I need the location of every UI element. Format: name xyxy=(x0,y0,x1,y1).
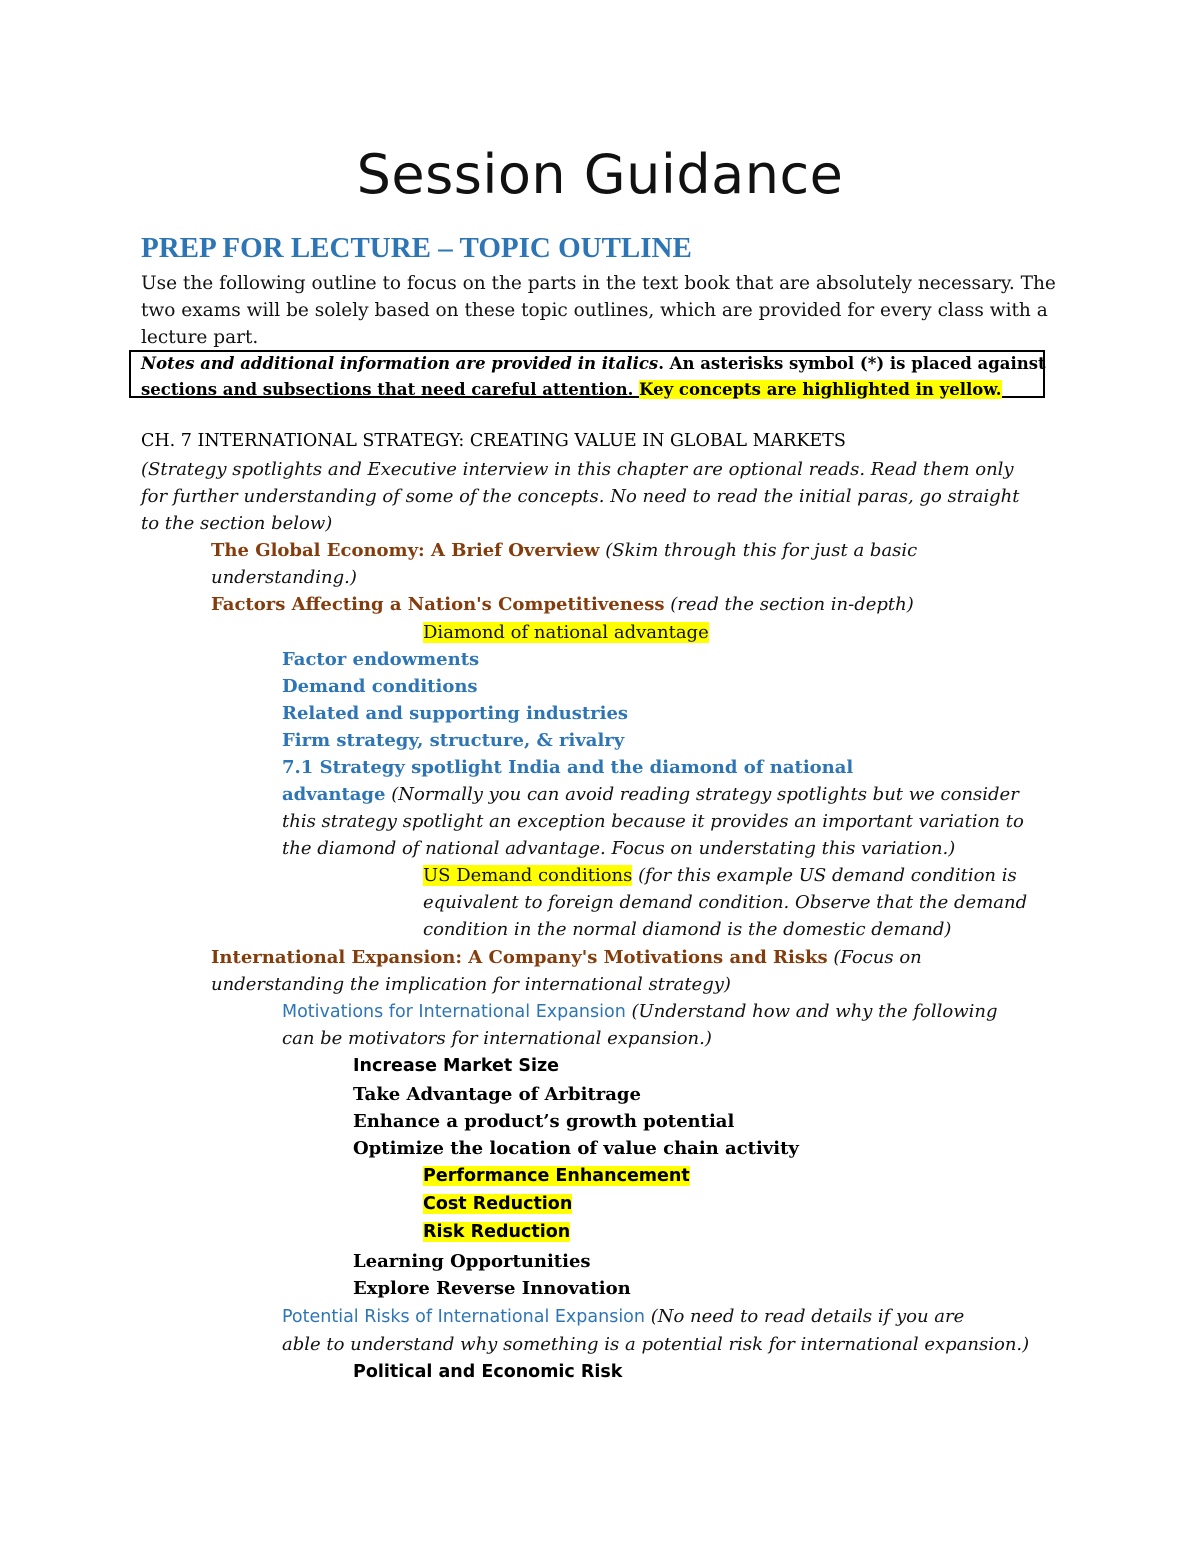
motivation-item: Enhance a product’s growth potential xyxy=(353,1111,735,1132)
spotlight-title-1: 7.1 Strategy spotlight India and the diamond of national xyxy=(282,757,854,778)
us-demand-note-2: equivalent to foreign demand condition. Observe that the demand xyxy=(423,892,1028,913)
page-title: Session Guidance xyxy=(356,143,844,206)
risks-line xyxy=(282,1303,964,1331)
chapter-note-3: to the section below) xyxy=(141,513,333,534)
optimize-highlight: Cost Reduction xyxy=(423,1194,573,1214)
intro-paragraph: Use the following outline to focus on the parts in the text book that are absolutely necessary. The two exams will be solely based on these topic outlines, which are provided for every class with a lecture part. xyxy=(141,273,1056,348)
motivation-item: Take Advantage of Arbitrage xyxy=(353,1084,641,1105)
factor-item: Factor endowments xyxy=(282,649,480,670)
optimize-highlight: Performance Enhancement xyxy=(423,1166,690,1186)
optimize-item xyxy=(423,1219,570,1246)
global-economy-note-1: (Skim through this for just a basic xyxy=(599,540,918,561)
chapter-note-1: (Strategy spotlights and Executive interview in this chapter are optional reads. Read them only xyxy=(141,459,1014,480)
outline-global-economy xyxy=(211,537,917,564)
factor-item: Demand conditions xyxy=(282,676,478,697)
spotlight-title-2: advantage xyxy=(282,784,386,805)
note-line-2 xyxy=(141,377,1002,403)
motivations-note-2: can be motivators for international expansion.) xyxy=(282,1028,712,1049)
outline-factors xyxy=(211,591,914,618)
note-line-1 xyxy=(141,351,1046,377)
section-heading: PREP FOR LECTURE – TOPIC OUTLINE xyxy=(141,232,692,264)
motivation-item: Optimize the location of value chain activity xyxy=(353,1138,799,1159)
risk-item: Political and Economic Risk xyxy=(353,1362,623,1382)
spotlight-note-1: (Normally you can avoid reading strategy spotlights but we consider xyxy=(385,784,1019,805)
note-highlight-text: Key concepts are highlighted in yellow. xyxy=(639,380,1002,399)
risks-note-1: (No need to read details if you are xyxy=(644,1306,965,1327)
factors-label: Factors Affecting a Nation's Competitiveness xyxy=(211,594,665,615)
motivations-line xyxy=(282,998,997,1026)
risks-note-2: able to understand why something is a potential risk for international expansion.) xyxy=(282,1334,1030,1355)
note-italic-text: Notes and additional information are provided in italics xyxy=(141,354,659,373)
factor-item: Related and supporting industries xyxy=(282,703,629,724)
diamond-highlight: Diamond of national advantage xyxy=(423,622,709,643)
outline-expansion xyxy=(211,944,922,971)
chapter-title: CH. 7 INTERNATIONAL STRATEGY: CREATING VALUE IN GLOBAL MARKETS xyxy=(141,431,846,451)
expansion-note-2: understanding the implication for international strategy) xyxy=(211,974,731,995)
us-demand-note-1: (for this example US demand condition is xyxy=(632,865,1017,886)
optimize-highlight: Risk Reduction xyxy=(423,1222,571,1242)
us-demand-line xyxy=(423,862,1017,889)
motivation-item: Learning Opportunities xyxy=(353,1251,591,1272)
expansion-note-1: (Focus on xyxy=(827,947,922,968)
note-bold-text-1: . An asterisks symbol (*) is placed against xyxy=(658,354,1046,373)
factor-item: Firm strategy, structure, & rivalry xyxy=(282,730,625,751)
spotlight-line-2 xyxy=(282,781,1019,808)
risks-label: Potential Risks of International Expansion xyxy=(282,1307,645,1327)
factors-note: (read the section in-depth) xyxy=(664,594,914,615)
optimize-item xyxy=(423,1191,572,1218)
global-economy-note-2: understanding.) xyxy=(211,567,357,588)
global-economy-label: The Global Economy: A Brief Overview xyxy=(211,540,600,561)
us-demand-highlight: US Demand conditions xyxy=(423,865,633,886)
us-demand-note-3: condition in the normal diamond is the domestic demand) xyxy=(423,919,952,940)
chapter-note-2: for further understanding of some of the concepts. No need to read the initial paras, go straight xyxy=(141,486,1020,507)
optimize-item xyxy=(423,1163,690,1190)
motivation-item: Explore Reverse Innovation xyxy=(353,1278,631,1299)
note-bold-text-2: sections and subsections that need careful attention. xyxy=(141,380,634,399)
spotlight-note-3: the diamond of national advantage. Focus on understating this variation.) xyxy=(282,838,956,859)
motivations-label: Motivations for International Expansion xyxy=(282,1002,626,1022)
motivations-note-1: (Understand how and why the following xyxy=(625,1001,998,1022)
spotlight-note-2: this strategy spotlight an exception because it provides an important variation to xyxy=(282,811,1024,832)
motivation-item: Increase Market Size xyxy=(353,1056,560,1076)
diamond-line xyxy=(423,619,709,646)
expansion-label: International Expansion: A Company's Motivations and Risks xyxy=(211,947,828,968)
